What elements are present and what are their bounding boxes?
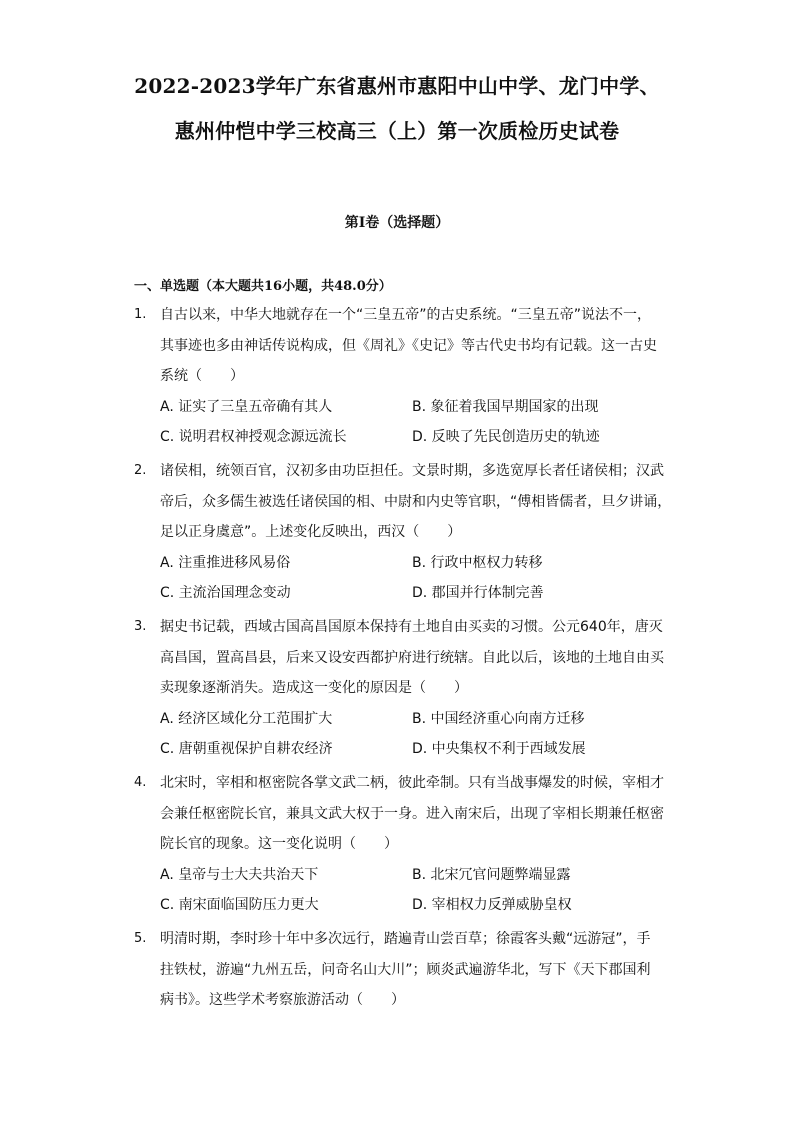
question-text: 其事迹也多由神话传说构成，但《周礼》《史记》等古代史书均有记载。这一古史 [160,337,657,354]
question-2 [134,456,672,609]
options-row [134,578,664,609]
option-a: A. 证实了三皇五帝确有其人 [160,398,333,415]
question-line [134,768,664,799]
question-number: 5. [134,931,147,946]
question-text: 系统（ ） [160,368,244,384]
option-a: A. 皇帝与士大夫共治天下 [160,866,319,883]
option-a: A. 经济区域化分工范围扩大 [160,710,333,727]
option-b: B. 北宋冗官问题弊端显露 [412,866,571,883]
option-d: D. 郡国并行体制完善 [412,585,544,601]
question-text: 会兼任枢密院长官，兼具文武大权于一身。进入南宋后，出现了宰相长期兼任枢密 [160,805,664,822]
question-line [134,643,664,674]
option-b: B. 象征着我国早期国家的出现 [412,398,599,415]
options-row [134,704,664,735]
volume-label: 第I卷（选择题） [344,215,450,231]
options-row [134,422,664,453]
options-row [134,890,664,921]
exam-title-line-2: 惠州仲恺中学三校高三（上）第一次质检历史试卷 [174,119,620,143]
question-4 [134,768,664,921]
question-line [134,955,664,986]
question-1 [134,300,664,453]
question-line [134,300,664,331]
question-line [134,517,664,548]
question-line [134,361,664,392]
question-text: 帝后，众多儒生被选任诸侯国的相、中尉和内史等官职，“傅相皆儒者，旦夕讲诵， [160,493,672,510]
question-number: 1. [134,307,147,322]
question-text: 北宋时，宰相和枢密院各掌文武二柄，彼此牵制。只有当战事爆发的时候，宰相才 [160,775,664,791]
option-a: A. 注重推进移风易俗 [160,554,291,571]
question-line [134,456,664,487]
question-text: 拄铁杖，游遍“九州五岳，问奇名山大川”；顾炎武遍游华北，写下《天下郡国利 [160,961,651,978]
question-line [134,487,672,518]
question-text: 诸侯相，统领百官，汉初多由功臣担任。文景时期，多选宽厚长者任诸侯相；汉武 [160,463,664,479]
question-5 [134,924,664,1016]
question-text: 据史书记载，西域古国高昌国原本保持有土地自由买卖的习惯。公元640年，唐灭 [160,619,663,635]
question-text: 卖现象逐渐消失。造成这一变化的原因是（ ） [160,680,468,696]
question-text: 明清时期，李时珍十年中多次远行，踏遍青山尝百草；徐霞客头戴“远游冠”，手 [160,931,651,947]
question-3 [134,612,664,765]
question-text: 自古以来，中华大地就存在一个“三皇五帝”的古史系统。“三皇五帝”说法不一， [160,307,652,323]
option-d: D. 中央集权不利于西域发展 [412,741,586,757]
question-line [134,673,664,704]
option-d: D. 宰相权力反弹威胁皇权 [412,897,572,913]
option-d: D. 反映了先民创造历史的轨迹 [412,429,600,445]
question-line [134,799,664,830]
options-row [134,860,664,891]
question-text: 病书》。这些学术考察旅游活动（ ） [160,992,405,1008]
question-number: 4. [134,775,147,790]
question-line [134,924,664,955]
question-text: 高昌国，置高昌县，后来又设安西都护府进行统辖。自此以后，该地的土地自由买 [160,649,664,666]
exam-title-line-1: 2022-2023学年广东省惠州市惠阳中山中学、龙门中学、 [134,74,660,98]
options-row [134,392,664,423]
question-number: 2. [134,463,147,478]
option-c: C. 唐朝重视保护自耕农经济 [160,741,333,757]
question-line [134,331,664,362]
option-c: C. 主流治国理念变动 [160,585,291,601]
option-c: C. 说明君权神授观念源远流长 [160,429,347,445]
option-b: B. 中国经济重心向南方迁移 [412,710,585,727]
options-row [134,734,664,765]
question-text: 院长官的现象。这一变化说明（ ） [160,836,398,852]
question-line [134,985,664,1016]
options-row [134,548,664,579]
section-heading: 一、单选题（本大题共16小题，共48.0分） [134,279,392,294]
option-c: C. 南宋面临国防压力更大 [160,897,319,913]
question-line [134,612,664,643]
question-line [134,829,664,860]
question-text: 足以正身虞意”。上述变化反映出，西汉（ ） [160,524,462,540]
option-b: B. 行政中枢权力转移 [412,554,543,571]
question-number: 3. [134,619,147,634]
